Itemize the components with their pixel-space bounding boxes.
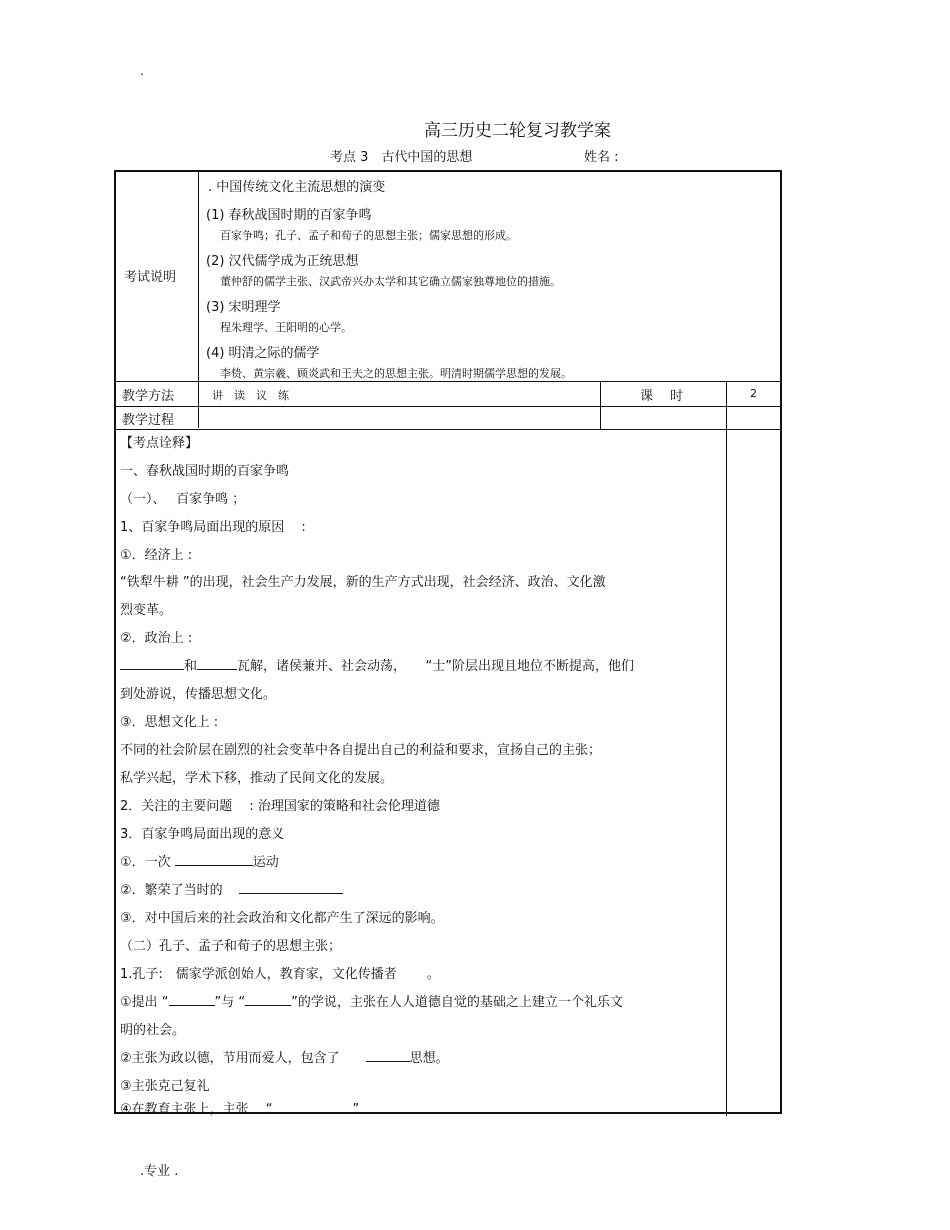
col-divider-hours-label: [600, 381, 601, 429]
body-line: 1.孔子: 儒家学派创始人，教育家，文化传播者 。: [120, 967, 440, 982]
method-value: 讲 读 议 练: [212, 389, 289, 402]
body-line: ②．繁荣了当时的: [120, 879, 343, 898]
row-divider-process: [116, 429, 780, 430]
fill-in-blank[interactable]: [239, 880, 343, 894]
exam-item-title: (3) 宋明理学: [206, 300, 281, 315]
col-divider-side: [726, 381, 727, 1116]
exam-item-detail: 百家争鸣；孔子、孟子和荀子的思想主张；儒家思想的形成。: [220, 229, 517, 242]
row-divider-exam: [116, 381, 780, 382]
body-line: 私学兴起，学术下移，推动了民间文化的发展。: [120, 771, 394, 786]
body-line: “铁犁牛耕 ”的出现，社会生产力发展，新的生产方式出现，社会经济、政治、文化激: [120, 575, 606, 590]
body-line: ③主张克己复礼: [120, 1079, 210, 1094]
row-divider-method: [116, 406, 780, 407]
body-line: 1、百家争鸣局面出现的原因 :: [120, 520, 306, 535]
body-line: 和 瓦解，诸侯兼并、社会动荡， “士”阶层出现且地位不断提高，他们: [120, 655, 634, 674]
body-line: 一、春秋战国时期的百家争鸣: [120, 464, 290, 479]
body-line: ①．一次 运动: [120, 851, 279, 870]
body-line: ②主张为政以德，节用而爱人，包含了 思想。: [120, 1047, 449, 1066]
body-line: ②．政治上 :: [120, 631, 193, 646]
fill-in-blank[interactable]: [120, 656, 184, 670]
exam-item-title: (1) 春秋战国时期的百家争鸣: [206, 208, 372, 223]
col-divider-label: [198, 172, 199, 428]
fill-in-blank[interactable]: [245, 992, 291, 1006]
body-line: ①．经济上 :: [120, 548, 193, 563]
body-line: （一）、 百家争鸣 ；: [120, 492, 246, 507]
hours-label: 课 时: [640, 389, 684, 404]
method-label: 教学方法: [122, 389, 175, 404]
body-line: 2．关注的主要问题 : 治理国家的策略和社会伦理道德: [120, 799, 440, 814]
exam-heading: . 中国传统文化主流思想的演变: [208, 180, 386, 195]
exam-item-detail: 程朱理学、王阳明的心学。: [220, 321, 352, 334]
exam-item-detail: 李贽、黄宗羲、顾炎武和王夫之的思想主张。明清时期儒学思想的发展。: [220, 367, 572, 380]
top-dot: .: [140, 64, 144, 78]
body-line: 3．百家争鸣局面出现的意义: [120, 827, 285, 842]
page-footer: .专业 .: [140, 1164, 179, 1179]
page-title: 高三历史二轮复习教学案: [424, 121, 611, 141]
body-line: ③．对中国后来的社会政治和文化都产生了深远的影响。: [120, 911, 444, 926]
exam-item-title: (4) 明清之际的儒学: [206, 346, 320, 361]
body-line: 到处游说，传播思想文化。: [120, 687, 277, 702]
page-subtitle: 考点 3 古代中国的思想: [330, 150, 473, 165]
body-line: 烈变革。: [120, 603, 173, 618]
name-field-label: 姓名 :: [584, 150, 619, 165]
exam-item-detail: 董仲舒的儒学主张、汉武帝兴办太学和其它确立儒家独尊地位的措施。: [220, 275, 561, 288]
body-line: ④在教育主张上，主张 “ ”: [120, 1098, 359, 1117]
fill-in-blank[interactable]: [366, 1048, 410, 1062]
body-line: ①提出 “ ”与 “ ”的学说，主张在人人道德自觉的基础之上建立一个礼乐文: [120, 991, 623, 1010]
body-line: 不同的社会阶层在剧烈的社会变革中各自提出自己的利益和要求，宣扬自己的主张；: [120, 743, 602, 758]
fill-in-blank[interactable]: [197, 656, 237, 670]
section-heading: 【考点诠释】: [120, 436, 199, 451]
body-line: ③．思想文化上 :: [120, 715, 219, 730]
body-line: 明的社会。: [120, 1023, 186, 1038]
fill-in-blank[interactable]: [273, 1099, 353, 1113]
hours-value: 2: [750, 387, 757, 400]
body-line: （二）孔子、孟子和荀子的思想主张；: [120, 939, 342, 954]
lesson-plan-table: [114, 170, 782, 1117]
process-label: 教学过程: [122, 413, 175, 428]
exam-label: 考试说明: [124, 270, 177, 285]
fill-in-blank[interactable]: [169, 992, 215, 1006]
exam-item-title: (2) 汉代儒学成为正统思想: [206, 254, 359, 269]
fill-in-blank[interactable]: [175, 852, 253, 866]
